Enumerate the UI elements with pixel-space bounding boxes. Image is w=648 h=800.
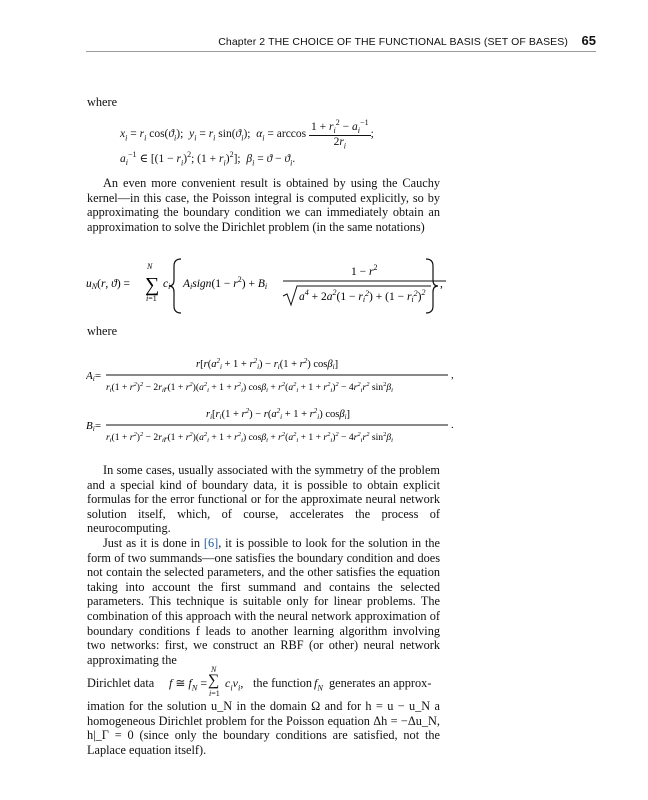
svg-text:1 − r2: $1 - r^2$	[351, 263, 378, 278]
equation-u-n	[86, 256, 446, 316]
svg-text:Aisign(1 − r2) + Bi: Aisign(1 − $r^2) + Bi$	[183, 275, 268, 291]
svg-text:ri[ri(1 + r2) − r(a2i + 1 + r2: $ri[ri(1 + r^2) - r(a^2_i + 1 + r^2_i)$ cosβi]	[206, 407, 351, 421]
running-header	[86, 31, 596, 52]
svg-text:Ai=: Ai=	[86, 370, 102, 383]
equation-definitions-2: $a_i^{-1}$ ∈ [$(1 - r_i)^2$; $(1 + r_i)^2$]; $\beta_i = ϑ - ϑ_i$.	[120, 150, 296, 168]
svg-text:i=1: i=1	[146, 294, 157, 303]
svg-text:a4 + 2a2(1 − ri2) + (1 − ri2)2: $a^4 + 2a^2(1 - ri^2) + (1 - ri^2)^2$	[299, 288, 426, 304]
citation-link-6[interactable]: [6]	[203, 536, 219, 550]
svg-text:∑: ∑	[145, 274, 160, 296]
svg-text:,: ,	[451, 370, 454, 381]
svg-text:,: ,	[440, 278, 443, 290]
chapter-title: Chapter 2 THE CHOICE OF THE FUNCTIONAL BASIS (SET OF BASES)	[218, 36, 568, 48]
paragraph-cauchy-kernel: An even more convenient result is obtained by using the Cauchy kernel—in this case, the Poisson integral is computed explicitly, so by approximating the boundary condition we can immediately obtain an approximation to solve the Dirichlet problem (in the same notations)	[87, 176, 440, 234]
svg-text:Bi=: Bi=	[86, 420, 102, 433]
svg-text:r[r(a2i + 1 + r2i) − ri(1 + r2: $r[r(a^2_i + 1 + r^2_i) - ri(1 + r^2)$ cosβi]	[196, 357, 339, 371]
svg-text:uN(r, ϑ) =: uN(r, ϑ) =	[86, 278, 131, 291]
equation-a-i-b-i	[86, 345, 458, 457]
where-label-2: where	[87, 324, 118, 338]
svg-text:N: N	[147, 262, 153, 271]
svg-text:ri(1 + r2)2 − 2rir(1 + r2)(a2i: $r_i(1 + r^2)^2 - 2r_ir(1 + r^2)(a^2_i + 1 + r^2_i) \cos\beta_i + r^2(a^2_i + 1 + r^2_i)^2 - 4r^2_ir^2$ $\sin^2\beta_i$	[106, 431, 393, 445]
equation-definitions-1: $x_i = r_i$ $\cos(ϑ_i)$; $y_i = r_i$ $\sin(ϑ_i)$; $\alpha_i = \arccos$ $\frac{1 + r_i^2 - a_i^{-1}}{2r_i}$ ;	[120, 118, 374, 151]
where-label-1: where	[87, 95, 118, 109]
line-dirichlet-data: Dirichlet data f ≅ $f_N$ = N ∑ i=1 $c_iv_i$, the function $f_N$ generates an approx-	[87, 665, 432, 698]
paragraph-symmetry: In some cases, usually associated with the symmetry of the problem and a special kind of boundary data, it is possible to obtain explicit formulas for the error functional or for the approximate neural network solution itself, which, of course, accelerates the process of neurocomputing.	[87, 463, 440, 536]
svg-text:.: .	[451, 420, 454, 431]
svg-text:ci: ci	[163, 278, 171, 291]
paragraph-final: imation for the solution u_N in the domain Ω and for h = u − u_N a homogeneous Dirichlet problem for the Poisson equation Δh = −Δu_N, h|_Γ = 0 (since only the boundary conditions are satisfied, not the Laplace equation itself).	[87, 699, 440, 757]
page-number: 65	[581, 33, 596, 48]
svg-text:ri(1 + r2)2 − 2rir(1 + r2)(a2i: $r_i(1 + r^2)^2 - 2r_ir(1 + r^2)(a^2_i + 1 + r^2_i) \cos\beta_i + r^2(a^2_i + 1 + r^2_i)^2 - 4r^2_ir^2$ $\sin^2\beta_i$	[106, 381, 393, 395]
paragraph-two-summands: Just as it is done in [6], it is possible to look for the solution in the form of two summands—one satisfies the boundary condition and does not contain the selected parameters, and the other satisfies the equation taking into account the first summand and contains the selected parameters. This technique is suitable only for linear problems. The combination of this approach with the neural network approximation of boundary conditions f leads to another learning algorithm involving two networks: first, we construct an RBF (or other) neural network approximating the	[87, 536, 440, 667]
